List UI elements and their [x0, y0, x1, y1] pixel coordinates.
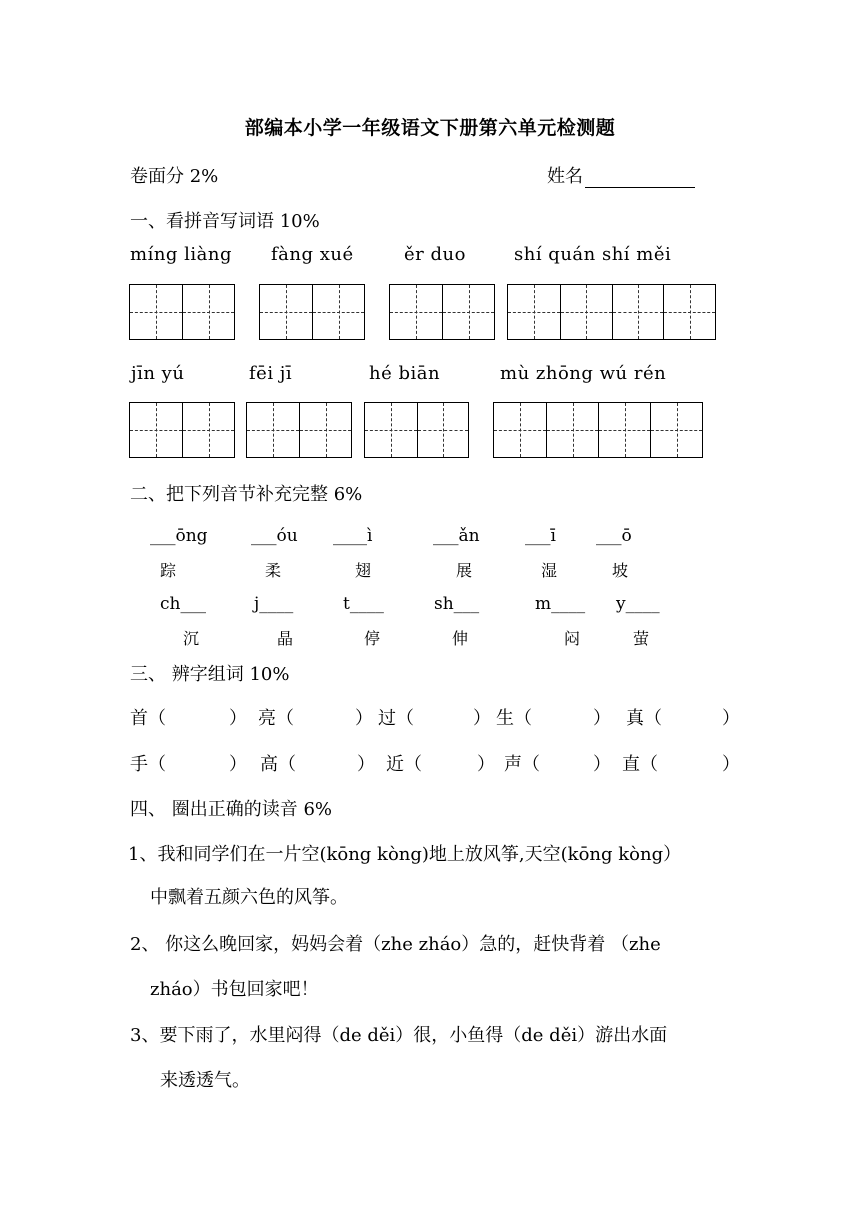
- hanzi-char: 闷: [564, 629, 581, 648]
- hanzi-char: 萤: [633, 629, 650, 648]
- syllable-blank[interactable]: ch___: [160, 594, 206, 614]
- word-prompt: 首（: [130, 708, 166, 729]
- pinyin-7: hé biān: [369, 363, 441, 384]
- word-prompt: 声（: [504, 754, 540, 775]
- syllable-blank[interactable]: j____: [254, 594, 294, 614]
- word-blank-end[interactable]: ）: [229, 754, 247, 775]
- pinyin-5: jīn yú: [131, 363, 185, 384]
- writing-grid-7[interactable]: [364, 402, 469, 458]
- word-blank-end[interactable]: ）: [477, 754, 495, 775]
- syllable-blank[interactable]: sh___: [434, 594, 480, 614]
- question-3-cont: 来透透气。: [160, 1070, 250, 1091]
- writing-grid-6[interactable]: [246, 402, 352, 458]
- pinyin-2: fàng xué: [271, 244, 354, 265]
- word-blank-end[interactable]: ）: [357, 754, 375, 775]
- pinyin-3: ěr duo: [404, 244, 466, 265]
- writing-grid-2[interactable]: [259, 284, 365, 340]
- pinyin-8: mù zhōng wú rén: [500, 363, 667, 384]
- word-prompt: 手（: [130, 754, 166, 775]
- word-blank-end[interactable]: ）: [473, 708, 491, 729]
- word-blank-end[interactable]: ）: [593, 708, 611, 729]
- question-2: 2、 你这么晚回家，妈妈会着（zhe zháo）急的，赶快背着 （zhe: [130, 934, 661, 955]
- page-title: 部编本小学一年级语文下册第六单元检测题: [244, 117, 616, 139]
- hanzi-char: 停: [364, 629, 381, 648]
- hanzi-char: 沉: [183, 629, 200, 648]
- writing-grid-3[interactable]: [389, 284, 495, 340]
- section3-heading: 三、 辨字组词 10%: [130, 664, 290, 685]
- word-blank-end[interactable]: ）: [229, 708, 247, 729]
- hanzi-char: 展: [456, 561, 473, 580]
- hanzi-char: 柔: [265, 561, 282, 580]
- hanzi-char: 踪: [160, 561, 177, 580]
- word-prompt: 过（: [378, 708, 414, 729]
- syllable-blank[interactable]: ___ōng: [150, 526, 208, 546]
- word-prompt: 真（: [626, 708, 662, 729]
- name-field[interactable]: [547, 162, 695, 188]
- syllable-blank[interactable]: y____: [616, 594, 660, 614]
- name-blank[interactable]: [585, 169, 695, 188]
- section4-heading: 四、 圈出正确的读音 6%: [130, 799, 332, 820]
- writing-grid-8[interactable]: [493, 402, 703, 458]
- word-prompt: 亮（: [258, 708, 294, 729]
- word-blank-end[interactable]: ）: [722, 708, 740, 729]
- syllable-blank[interactable]: m____: [535, 594, 586, 614]
- hanzi-char: 坡: [612, 561, 629, 580]
- word-prompt: 高（: [260, 754, 296, 775]
- syllable-blank[interactable]: ____ì: [333, 526, 373, 546]
- hanzi-char: 翅: [355, 561, 372, 580]
- syllable-blank[interactable]: ___ō: [596, 526, 632, 546]
- name-label: 姓名: [547, 166, 583, 187]
- word-blank-end[interactable]: ）: [355, 708, 373, 729]
- word-blank-end[interactable]: ）: [593, 754, 611, 775]
- section1-heading: 一、看拼音写词语 10%: [130, 211, 320, 232]
- section2-heading: 二、把下列音节补充完整 6%: [130, 484, 363, 505]
- pinyin-6: fēi jī: [249, 363, 293, 384]
- word-prompt: 直（: [622, 754, 658, 775]
- writing-grid-1[interactable]: [129, 284, 235, 340]
- word-prompt: 生（: [496, 708, 532, 729]
- writing-grid-4[interactable]: [507, 284, 716, 340]
- question-1-cont: 中飘着五颜六色的风筝。: [150, 887, 348, 908]
- score-label: 卷面分 2%: [130, 166, 219, 187]
- question-1: 1、我和同学们在一片空(kōng kòng)地上放风筝,天空(kōng kòng）: [128, 844, 682, 865]
- pinyin-1: míng liàng: [130, 244, 233, 265]
- syllable-blank[interactable]: ___óu: [251, 526, 298, 546]
- hanzi-char: 湿: [541, 561, 558, 580]
- word-prompt: 近（: [386, 754, 422, 775]
- syllable-blank[interactable]: ___ī: [525, 526, 556, 546]
- word-blank-end[interactable]: ）: [722, 754, 740, 775]
- hanzi-char: 晶: [277, 629, 294, 648]
- question-3: 3、要下雨了，水里闷得（de děi）很，小鱼得（de děi）游出水面: [130, 1025, 668, 1046]
- pinyin-4: shí quán shí měi: [514, 244, 672, 265]
- syllable-blank[interactable]: t____: [343, 594, 384, 614]
- writing-grid-5[interactable]: [129, 402, 235, 458]
- syllable-blank[interactable]: ___ǎn: [433, 526, 480, 546]
- hanzi-char: 伸: [452, 629, 469, 648]
- question-2-cont: zháo）书包回家吧！: [150, 979, 319, 1000]
